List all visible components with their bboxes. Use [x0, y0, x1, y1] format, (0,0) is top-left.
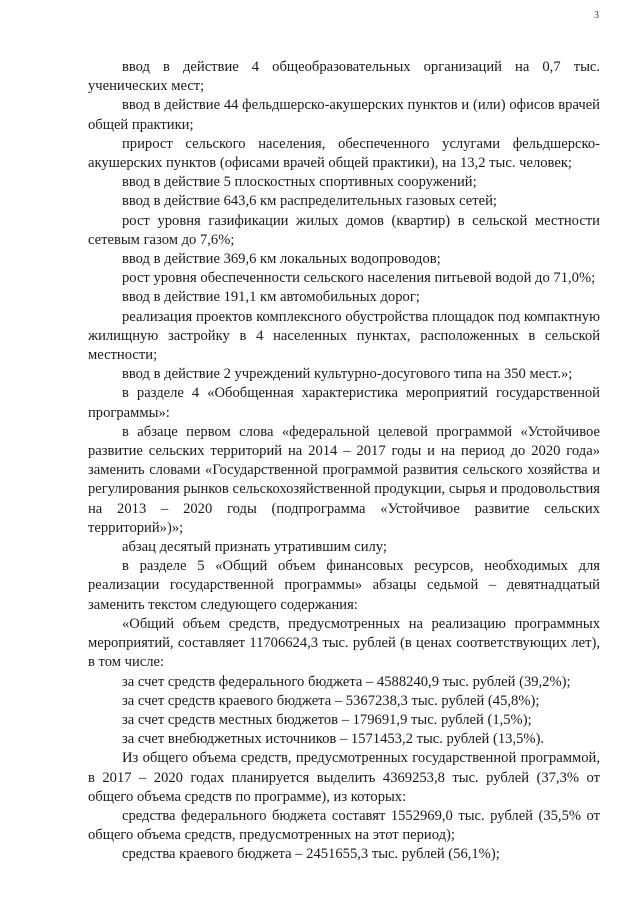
paragraph-5: ввод в действие 643,6 км распределительных газовых сетей;: [122, 193, 497, 210]
paragraph-19: за счет средств местных бюджетов – 179691,9 тыс. рублей (1,5%);: [122, 711, 532, 728]
paragraph-21: Из общего объема средств, предусмотренных государственной программой, в 2017 – 2020 годах планируется выделить 4369253,8 тыс. рублей (37,3% от общего объема средств по программе), из которых:: [88, 750, 600, 805]
document-body: [88, 58, 600, 865]
paragraph-8: рост уровня обеспеченности сельского населения питьевой водой до 71,0%;: [122, 270, 596, 287]
paragraph-23: средства краевого бюджета – 2451655,3 тыс. рублей (56,1%);: [122, 846, 500, 863]
paragraph-15: в разделе 5 «Общий объем финансовых ресурсов, необходимых для реализации государственной программы» абзацы седьмой – девятнадцатый заменить текстом следующего содержания:: [88, 558, 600, 613]
paragraph-11: ввод в действие 2 учреждений культурно-досугового типа на 350 мест.»;: [122, 366, 573, 383]
paragraph-17: за счет средств федерального бюджета – 4588240,9 тыс. рублей (39,2%);: [122, 673, 571, 690]
paragraph-1: ввод в действие 4 общеобразовательных организаций на 0,7 тыс. ученических мест;: [88, 59, 600, 95]
paragraph-9: ввод в действие 191,1 км автомобильных дорог;: [122, 289, 420, 306]
paragraph-13: в абзаце первом слова «федеральной целевой программой «Устойчивое развитие сельских территорий на 2014 – 2017 годы и на период до 2020 года» заменить словами «Государственной программой развития сельского хозяйства и регулирования рынков сельскохозяйственной продукции, сырья и продовольствия на 2013 – 2020 годы (подпрограмма «Устойчивое развитие сельских территорий»)»;: [88, 423, 600, 536]
paragraph-14: абзац десятый признать утратившим силу;: [122, 539, 387, 556]
paragraph-22: средства федерального бюджета составят 1552969,0 тыс. рублей (35,5% от общего объема средств, предусмотренных на этот период);: [88, 807, 600, 844]
paragraph-10: реализация проектов комплексного обустройства площадок под компактную жилищную застройку в 4 населенных пунктах, расположенных в сельской местности;: [88, 308, 600, 364]
paragraph-2: ввод в действие 44 фельдшерско-акушерских пунктов и (или) офисов врачей общей практики;: [88, 97, 600, 133]
paragraph-18: за счет средств краевого бюджета – 5367238,3 тыс. рублей (45,8%);: [122, 692, 540, 709]
page-number: 3: [594, 10, 599, 21]
paragraph-7: ввод в действие 369,6 км локальных водопроводов;: [122, 251, 441, 268]
paragraph-4: ввод в действие 5 плоскостных спортивных сооружений;: [122, 174, 477, 191]
paragraph-16: «Общий объем средств, предусмотренных на реализацию программных мероприятий, составляет 11706624,3 тыс. рублей (в ценах соответствующих лет), в том числе:: [88, 615, 600, 671]
paragraph-3: прирост сельского населения, обеспеченного услугами фельдшерско-акушерских пунктов (офисами врачей общей практики), на 13,2 тыс. человек;: [88, 135, 600, 172]
paragraph-20: за счет внебюджетных источников – 1571453,2 тыс. рублей (13,5%).: [122, 731, 545, 748]
paragraph-6: рост уровня газификации жилых домов (квартир) в сельской местности сетевым газом до 7,6%;: [88, 212, 600, 248]
paragraph-12: в разделе 4 «Обобщенная характеристика мероприятий государственной программы»:: [88, 385, 600, 421]
